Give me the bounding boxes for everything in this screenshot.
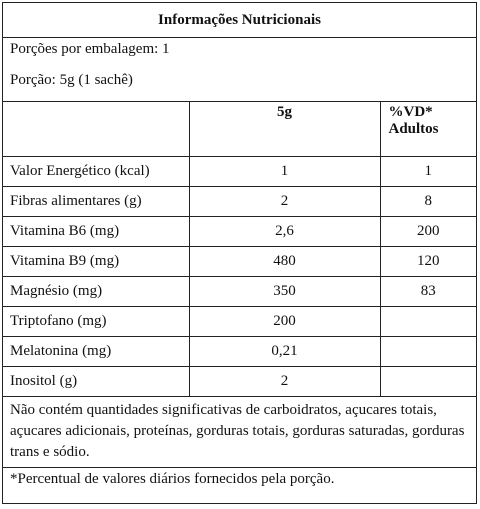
nutrient-name: Vitamina B9 (mg): [3, 246, 189, 276]
table-row: [3, 186, 476, 216]
nutrient-name: Vitamina B6 (mg): [3, 216, 189, 246]
panel-title: Informações Nutricionais: [3, 3, 476, 38]
nutrient-amount: 2: [189, 186, 380, 216]
header-empty: [3, 102, 189, 156]
nutrition-table: [3, 102, 476, 397]
nutrient-vd: [380, 336, 476, 366]
table-row: [3, 156, 476, 186]
nutrient-amount: 2: [189, 366, 380, 396]
table-row: [3, 276, 476, 306]
nutrient-amount: 2,6: [189, 216, 380, 246]
nutrient-name: Fibras alimentares (g): [3, 186, 189, 216]
nutrient-name: Magnésio (mg): [3, 276, 189, 306]
header-vd: [380, 102, 476, 156]
nutrient-amount: 0,21: [189, 336, 380, 366]
disclaimer-note: Não contém quantidades significativas de carboidratos, açucares totais, açucares adicionais, proteínas, gorduras totais, gorduras saturadas, gorduras trans e sódio.: [3, 397, 476, 468]
serving-info: [3, 38, 476, 102]
nutrient-amount: 480: [189, 246, 380, 276]
table-row: [3, 366, 476, 396]
servings-per-package: Porções por embalagem: 1: [10, 41, 170, 57]
table-row: [3, 216, 476, 246]
footnote: *Percentual de valores diários fornecidos pela porção.: [10, 470, 335, 487]
nutrient-vd: 200: [380, 216, 476, 246]
nutrient-name: Melatonina (mg): [3, 336, 189, 366]
nutrient-vd: [380, 366, 476, 396]
nutrient-vd: 83: [380, 276, 476, 306]
nutrient-vd: 120: [380, 246, 476, 276]
table-row: [3, 306, 476, 336]
nutrient-name: Inositol (g): [3, 366, 189, 396]
table-row: [3, 246, 476, 276]
nutrient-vd: 8: [380, 186, 476, 216]
nutrient-vd: [380, 306, 476, 336]
header-amount: 5g: [189, 102, 380, 156]
nutrient-amount: 350: [189, 276, 380, 306]
serving-size: Porção: 5g (1 sachê): [10, 72, 133, 88]
header-vd-line1: %VD*: [388, 104, 433, 120]
nutrient-amount: 200: [189, 306, 380, 336]
nutrient-amount: 1: [189, 156, 380, 186]
table-row: [3, 336, 476, 366]
nutrient-vd: 1: [380, 156, 476, 186]
nutrient-name: Valor Energético (kcal): [3, 156, 189, 186]
nutrition-facts-panel: [2, 2, 477, 504]
header-vd-line2: Adultos: [388, 121, 439, 137]
nutrient-name: Triptofano (mg): [3, 306, 189, 336]
